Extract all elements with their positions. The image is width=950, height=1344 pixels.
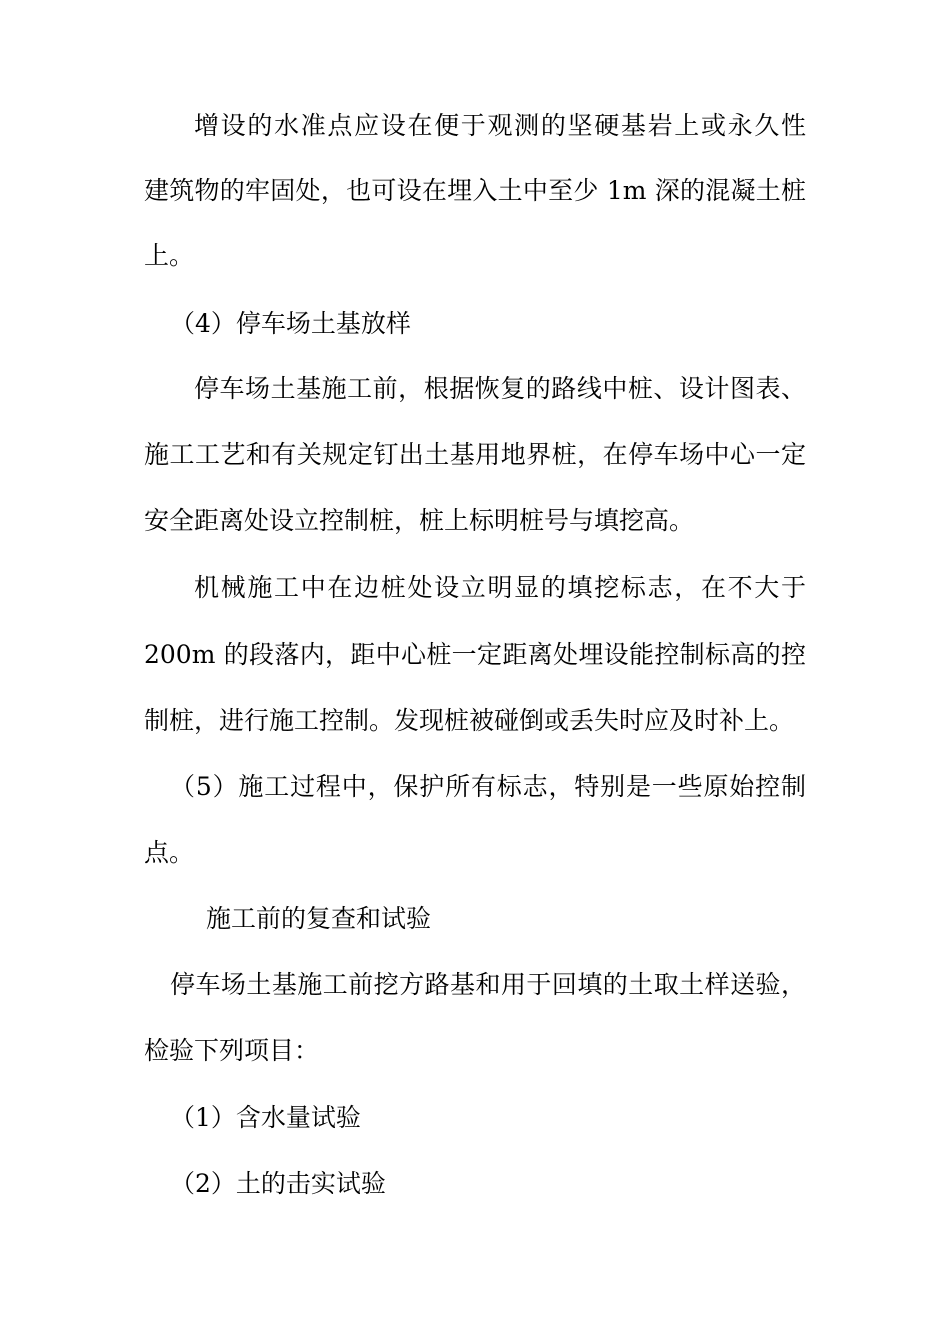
paragraph-line: 停车场土基施工前挖方路基和用于回填的土取土样送验， — [170, 970, 806, 999]
paragraph-line: 机械施工中在边桩处设立明显的填挖标志，在不大于 — [194, 573, 806, 602]
paragraph-line: 检验下列项目： — [144, 1036, 320, 1065]
list-item: （1）含水量试验 — [170, 1103, 361, 1132]
section-heading: （4）停车场土基放样 — [170, 309, 411, 338]
paragraph-line: 上。 — [144, 241, 195, 270]
paragraph-line: 安全距离处设立控制桩，桩上标明桩号与填挖高。 — [144, 506, 695, 535]
section-heading: 施工前的复查和试验 — [206, 904, 432, 933]
paragraph-line: 施工工艺和有关规定钉出土基用地界桩，在停车场中心一定 — [144, 440, 806, 469]
paragraph-line: 增设的水准点应设在便于观测的坚硬基岩上或永久性 — [194, 111, 806, 140]
paragraph-line: 点。 — [144, 838, 195, 867]
list-item: （2）土的击实试验 — [170, 1169, 386, 1198]
paragraph-line: （5）施工过程中，保护所有标志，特别是一些原始控制 — [170, 772, 806, 801]
paragraph-line: 停车场土基施工前，根据恢复的路线中桩、设计图表、 — [194, 374, 806, 403]
paragraph-line: 制桩，进行施工控制。发现桩被碰倒或丢失时应及时补上。 — [144, 706, 795, 735]
paragraph-line: 建筑物的牢固处，也可设在埋入土中至少 1m 深的混凝土桩 — [144, 176, 806, 205]
paragraph-line: 200m 的段落内，距中心桩一定距离处埋设能控制标高的控 — [144, 640, 806, 669]
